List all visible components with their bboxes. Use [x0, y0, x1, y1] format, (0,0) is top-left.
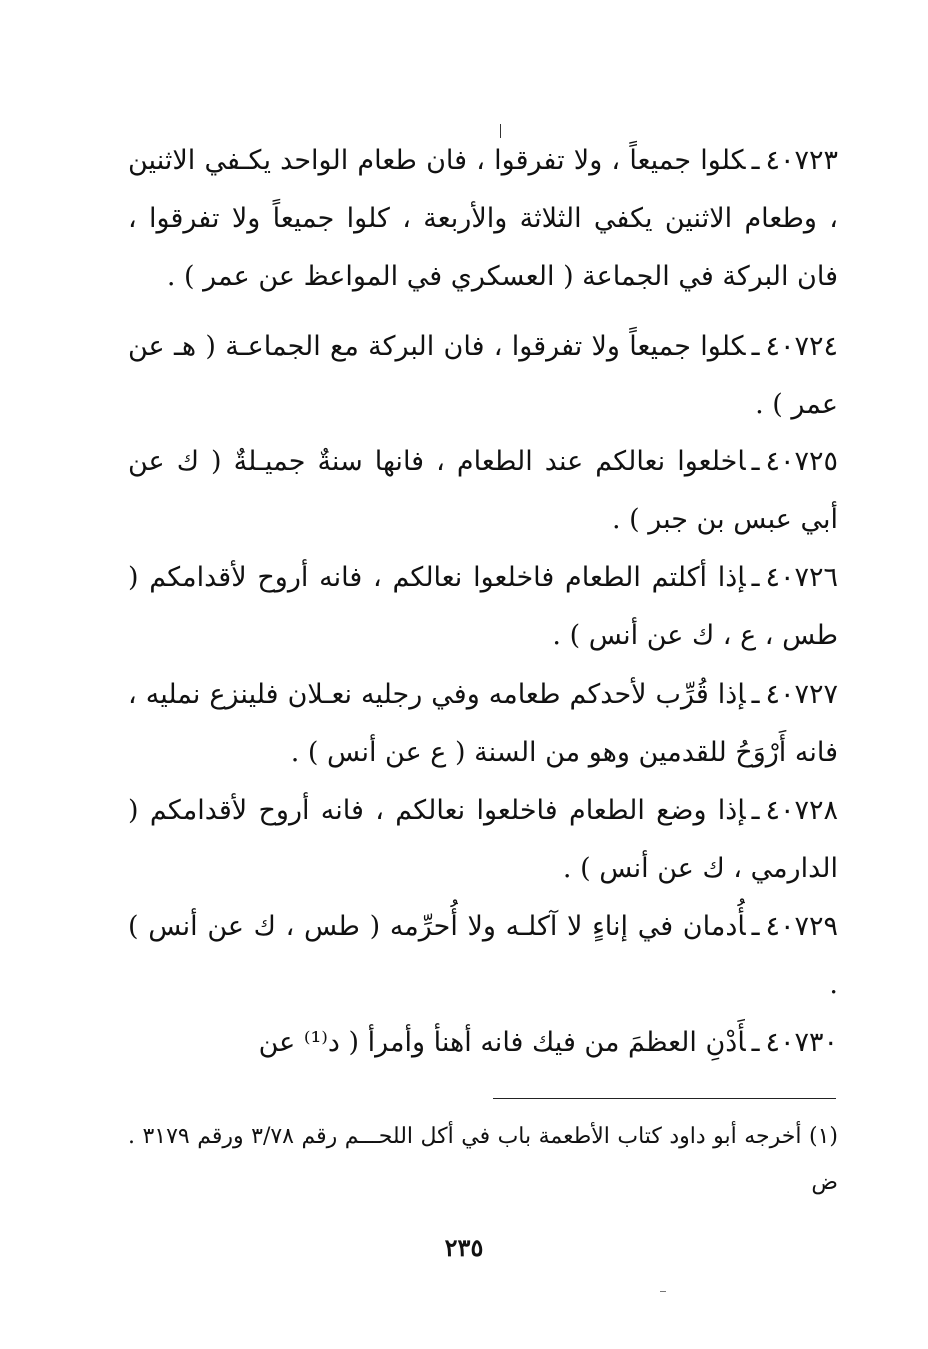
- page-number: ٢٣٥: [444, 1233, 484, 1262]
- hadith-number: ٤٠٧٢٦: [765, 562, 838, 593]
- hadith-entry-40729: [128, 898, 838, 1014]
- footnote: (١) أخرجه أبو داود كتاب الأطعمة باب في أكل اللحـــم رقم ٣/٧٨ ورقم ٣١٧٩ . ض: [128, 1124, 838, 1195]
- hadith-text: كلوا جميعاً ، ولا تفرقوا ، فان طعام الواحد يكـفي الاثنين ، وطعام الاثنين يكفي الثلاثة والأربعة ، كلوا جميعاً ولا تفرقوا ، فان البركة في الجماعة ( العسكري في المواعظ عن عمر ) .: [128, 145, 838, 292]
- hadith-number: ٤٠٧٢٧: [765, 679, 838, 710]
- scan-mark: [660, 1291, 666, 1292]
- hadith-text: إذا قُرِّب لأحدكم طعامه وفي رجليه نعـلان فلينزع نمليه ، فانه أَرْوَحُ للقدمين وهو من السنة ( ع عن أنس ) .: [128, 679, 838, 768]
- hadith-text: إذا وضع الطعام فاخلعوا نعالكم ، فانه أروح لأقدامكم ( الدارمي ، ك عن أنس ) .: [128, 795, 838, 884]
- hadith-text: أَدْنِ العظمَ من فيك فانه أهنأ وأمرأ ( د⁽¹⁾ عن: [258, 1027, 746, 1058]
- dash: ـ: [751, 446, 760, 477]
- hadith-number: ٤٠٧٣٠: [765, 1027, 838, 1058]
- hadith-entry-40730: [128, 1014, 838, 1072]
- hadith-text: إذا أكلتم الطعام فاخلعوا نعالكم ، فانه أروح لأقدامكم ( طس ، ع ، ك عن أنس ) .: [128, 562, 838, 651]
- dash: ـ: [751, 1027, 760, 1058]
- hadith-entry-40724: [128, 318, 838, 434]
- dash: ـ: [751, 679, 760, 710]
- hadith-entry-40728: [128, 782, 838, 898]
- hadith-entry-40727: [128, 666, 838, 782]
- hadith-number: ٤٠٧٢٥: [765, 446, 838, 477]
- hadith-text: كلوا جميعاً ولا تفرقوا ، فان البركة مع الجماعـة ( هـ عن عمر ) .: [128, 331, 838, 420]
- footnote-divider: [493, 1098, 836, 1099]
- hadith-entry-40723: [128, 132, 838, 306]
- dash: ـ: [751, 145, 760, 176]
- hadith-number: ٤٠٧٢٨: [765, 795, 838, 826]
- dash: ـ: [751, 331, 760, 362]
- hadith-entry-40725: [128, 433, 838, 549]
- dash: ـ: [751, 911, 760, 942]
- dash: ـ: [751, 562, 760, 593]
- hadith-text: أُدمان في إناءٍ لا آكلـه ولا أُحرِّمه ( طس ، ك عن أنس ) .: [128, 911, 838, 1000]
- hadith-entry-40726: [128, 549, 838, 665]
- hadith-number: ٤٠٧٢٤: [765, 331, 838, 362]
- hadith-text: اخلعوا نعالكم عند الطعام ، فانها سنةٌ جميـلةٌ ( ك عن أبي عبس بن جبر ) .: [128, 446, 838, 535]
- hadith-number: ٤٠٧٢٣: [765, 145, 838, 176]
- hadith-number: ٤٠٧٢٩: [765, 911, 839, 942]
- dash: ـ: [751, 795, 760, 826]
